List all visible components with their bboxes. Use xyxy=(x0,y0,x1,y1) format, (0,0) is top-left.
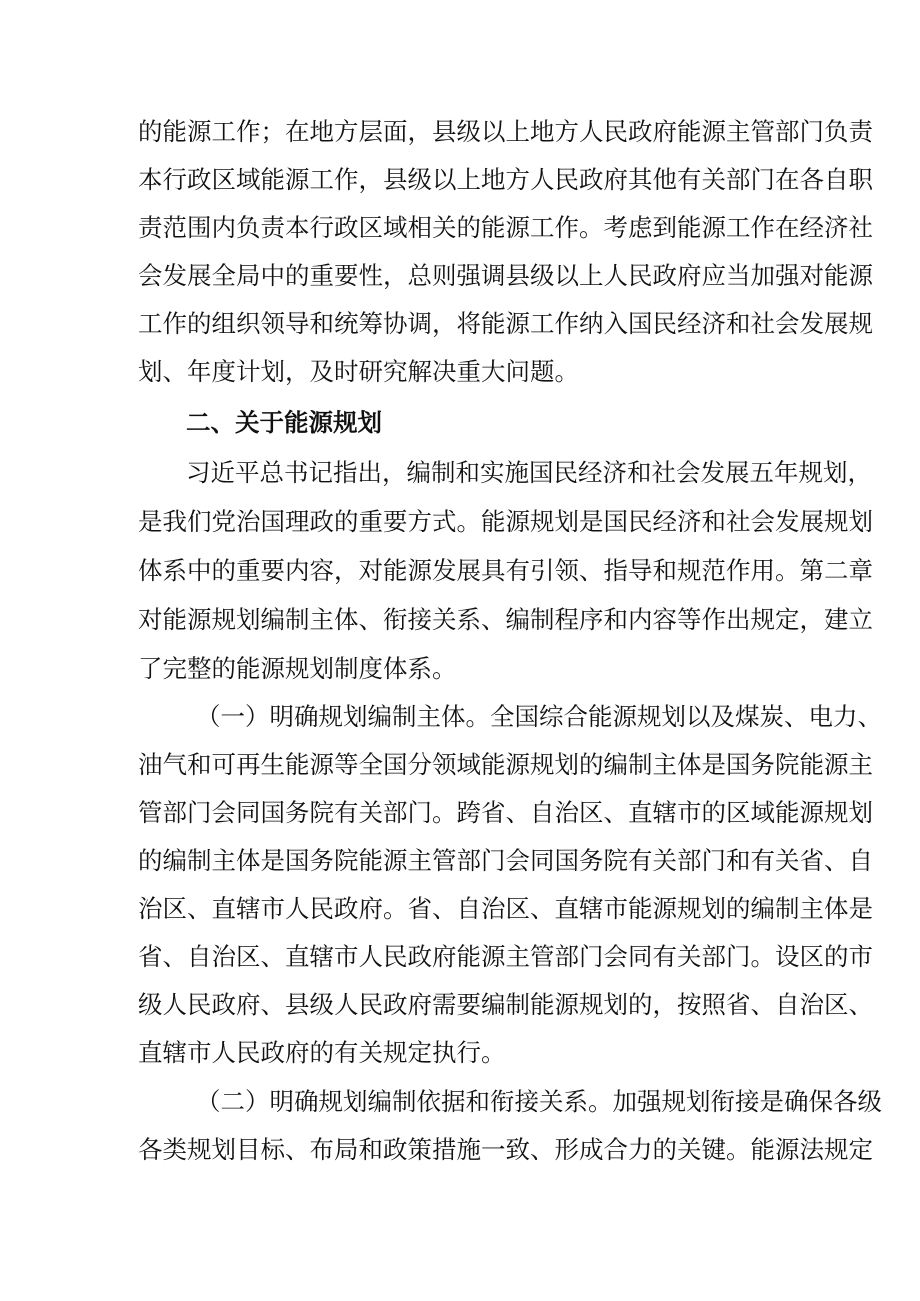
text-line: 是我们党治国理政的重要方式。能源规划是国民经济和社会发展规划 xyxy=(138,507,873,536)
text-line: 油气和可再生能源等全国分领域能源规划的编制主体是国务院能源主 xyxy=(138,750,873,779)
text-line: 体系中的重要内容，对能源发展具有引领、指导和规范作用。第二章 xyxy=(138,556,873,585)
text-line: 对能源规划编制主体、衔接关系、编制程序和内容等作出规定，建立 xyxy=(138,605,873,634)
text-line: 各类规划目标、布局和政策措施一致、形成合力的关键。能源法规定 xyxy=(138,1135,873,1164)
section-heading: 二、关于能源规划 xyxy=(186,408,382,437)
text-line: 省、自治区、直辖市人民政府能源主管部门会同有关部门。设区的市 xyxy=(138,942,873,971)
text-line: 了完整的能源规划制度体系。 xyxy=(138,654,457,683)
text-line: 管部门会同国务院有关部门。跨省、自治区、直辖市的区域能源规划 xyxy=(138,798,873,827)
text-line: （二）明确规划编制依据和衔接关系。加强规划衔接是确保各级 xyxy=(196,1087,882,1116)
text-line: 的能源工作；在地方层面，县级以上地方人民政府能源主管部门负责 xyxy=(138,117,873,146)
text-line: 划、年度计划，及时研究解决重大问题。 xyxy=(138,357,579,386)
text-line: （一）明确规划编制主体。全国综合能源规划以及煤炭、电力、 xyxy=(196,702,882,731)
text-line: 责范围内负责本行政区域相关的能源工作。考虑到能源工作在经济社 xyxy=(138,213,873,242)
text-line: 治区、直辖市人民政府。省、自治区、直辖市能源规划的编制主体是 xyxy=(138,894,873,923)
text-line: 会发展全局中的重要性，总则强调县级以上人民政府应当加强对能源 xyxy=(138,261,873,290)
text-line: 工作的组织领导和统筹协调，将能源工作纳入国民经济和社会发展规 xyxy=(138,309,873,338)
text-line: 直辖市人民政府的有关规定执行。 xyxy=(138,1038,506,1067)
text-line: 级人民政府、县级人民政府需要编制能源规划的，按照省、自治区、 xyxy=(138,990,873,1019)
text-line: 的编制主体是国务院能源主管部门会同国务院有关部门和有关省、自 xyxy=(138,846,873,875)
text-line: 本行政区域能源工作，县级以上地方人民政府其他有关部门在各自职 xyxy=(138,165,873,194)
text-line: 习近平总书记指出，编制和实施国民经济和社会发展五年规划， xyxy=(186,458,872,487)
